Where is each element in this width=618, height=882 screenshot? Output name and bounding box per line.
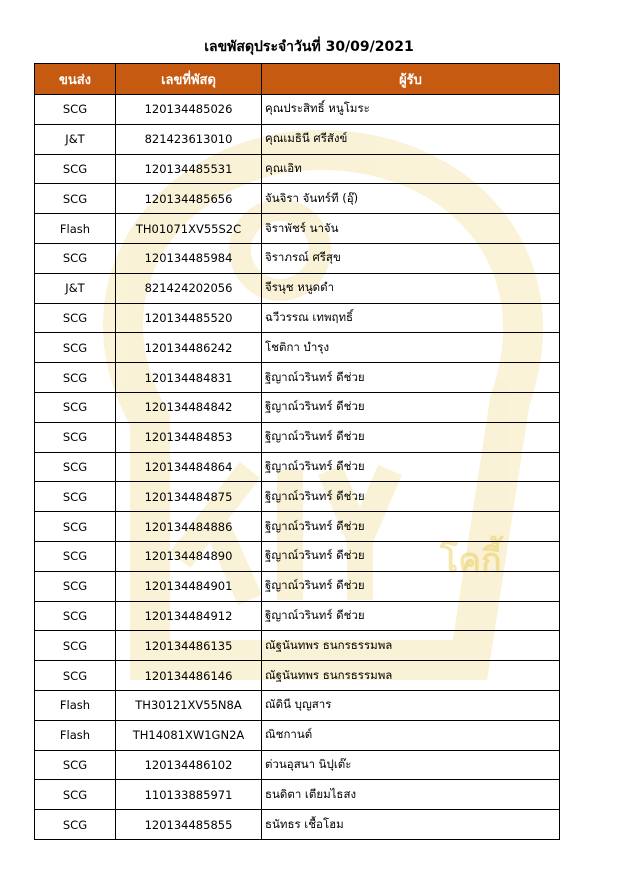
recipient-cell: ณิชกานต์ <box>262 720 560 750</box>
carrier-cell: SCG <box>35 541 116 571</box>
table-row <box>35 303 560 333</box>
tracking-cell: TH01071XV55S2C <box>116 214 262 244</box>
table-row <box>35 750 560 780</box>
watermark-text: โคกี้ <box>440 541 502 581</box>
carrier-cell: J&T <box>35 124 116 154</box>
tracking-cell: 110133885971 <box>116 780 262 810</box>
table-row <box>35 422 560 452</box>
carrier-cell: SCG <box>35 780 116 810</box>
tracking-cell: 120134484864 <box>116 452 262 482</box>
table-row <box>35 273 560 303</box>
page-title: เลขพัสดุประจำวันที่ 30/09/2021 <box>204 39 414 55</box>
tracking-cell: 120134485984 <box>116 243 262 273</box>
table-row <box>35 631 560 661</box>
carrier-cell: SCG <box>35 482 116 512</box>
recipient-cell: ธนดิตา เตียมไธสง <box>262 780 560 810</box>
recipient-cell: ฐิญาณ์วรินทร์ ดีช่วย <box>262 541 560 571</box>
carrier-cell: SCG <box>35 363 116 393</box>
table-row <box>35 661 560 691</box>
carrier-cell: SCG <box>35 750 116 780</box>
carrier-cell: SCG <box>35 392 116 422</box>
carrier-cell: SCG <box>35 810 116 840</box>
recipient-cell: จันจิรา จันทร์ที (อุ๊) <box>262 184 560 214</box>
tracking-cell: 120134484853 <box>116 422 262 452</box>
carrier-cell: SCG <box>35 422 116 452</box>
tracking-cell: 120134484875 <box>116 482 262 512</box>
table-row <box>35 512 560 542</box>
tracking-cell: 821423613010 <box>116 124 262 154</box>
carrier-cell: Flash <box>35 690 116 720</box>
carrier-cell: SCG <box>35 95 116 125</box>
tracking-cell: 120134484831 <box>116 363 262 393</box>
recipient-cell: ฐิญาณ์วรินทร์ ดีช่วย <box>262 512 560 542</box>
recipient-cell: ฐิญาณ์วรินทร์ ดีช่วย <box>262 392 560 422</box>
table-row <box>35 452 560 482</box>
tracking-cell: 120134486242 <box>116 333 262 363</box>
table-row <box>35 690 560 720</box>
tracking-cell: 120134486135 <box>116 631 262 661</box>
carrier-cell: SCG <box>35 184 116 214</box>
carrier-cell: SCG <box>35 631 116 661</box>
tracking-cell: TH14081XW1GN2A <box>116 720 262 750</box>
carrier-cell: Flash <box>35 214 116 244</box>
recipient-cell: ณัฐนันทพร ธนกรธรรมพล <box>262 631 560 661</box>
tracking-cell: 120134486102 <box>116 750 262 780</box>
recipient-cell: ฐิญาณ์วรินทร์ ดีช่วย <box>262 363 560 393</box>
table-header-row <box>35 64 560 95</box>
recipient-cell: ณัฐนันทพร ธนกรธรรมพล <box>262 661 560 691</box>
carrier-cell: SCG <box>35 333 116 363</box>
recipient-cell: โชติกา บำรุง <box>262 333 560 363</box>
table-row <box>35 780 560 810</box>
table-row <box>35 214 560 244</box>
recipient-cell: ฐิญาณ์วรินทร์ ดีช่วย <box>262 422 560 452</box>
carrier-cell: SCG <box>35 243 116 273</box>
recipient-cell: ฐิญาณ์วรินทร์ ดีช่วย <box>262 452 560 482</box>
table-row <box>35 333 560 363</box>
table-row <box>35 184 560 214</box>
tracking-cell: 120134485855 <box>116 810 262 840</box>
tracking-cell: 120134484890 <box>116 541 262 571</box>
tracking-cell: 120134486146 <box>116 661 262 691</box>
tracking-cell: 821424202056 <box>116 273 262 303</box>
table-row <box>35 392 560 422</box>
recipient-cell: ต่วนอุสนา นิปุเต๊ะ <box>262 750 560 780</box>
table-row <box>35 810 560 840</box>
tracking-cell: 120134485520 <box>116 303 262 333</box>
recipient-cell: ณัดินี บุญสาร <box>262 690 560 720</box>
tracking-cell: 120134485026 <box>116 95 262 125</box>
carrier-cell: SCG <box>35 154 116 184</box>
tracking-cell: 120134484886 <box>116 512 262 542</box>
recipient-cell: ฐิญาณ์วรินทร์ ดีช่วย <box>262 601 560 631</box>
table-row <box>35 720 560 750</box>
table-row <box>35 95 560 125</box>
recipient-cell: คุณเอิท <box>262 154 560 184</box>
table-row <box>35 541 560 571</box>
carrier-cell: SCG <box>35 661 116 691</box>
carrier-cell: J&T <box>35 273 116 303</box>
table-row <box>35 601 560 631</box>
table-row <box>35 243 560 273</box>
table-row <box>35 124 560 154</box>
header-tracking: เลขที่พัสดุ <box>116 64 262 95</box>
recipient-cell: ธนัทธร เชื้อโฮม <box>262 810 560 840</box>
recipient-cell: จิราพัชร์ นาจัน <box>262 214 560 244</box>
carrier-cell: SCG <box>35 512 116 542</box>
table-row <box>35 154 560 184</box>
recipient-cell: จีรนุช หนูดดำ <box>262 273 560 303</box>
carrier-cell: Flash <box>35 720 116 750</box>
recipient-cell: ฐิญาณ์วรินทร์ ดีช่วย <box>262 482 560 512</box>
tracking-cell: TH30121XV55N8A <box>116 690 262 720</box>
carrier-cell: SCG <box>35 303 116 333</box>
tracking-cell: 120134484842 <box>116 392 262 422</box>
tracking-cell: 120134484901 <box>116 571 262 601</box>
header-carrier: ขนส่ง <box>35 64 116 95</box>
tracking-cell: 120134485531 <box>116 154 262 184</box>
tracking-cell: 120134484912 <box>116 601 262 631</box>
recipient-cell: คุณประสิทธิ์ หนูโมระ <box>262 95 560 125</box>
table-row <box>35 363 560 393</box>
carrier-cell: SCG <box>35 601 116 631</box>
recipient-cell: คุณเมธินี ศรีสังข์ <box>262 124 560 154</box>
header-recipient: ผู้รับ <box>262 64 560 95</box>
parcel-table <box>34 63 560 840</box>
recipient-cell: ฐิญาณ์วรินทร์ ดีช่วย <box>262 571 560 601</box>
table-row <box>35 482 560 512</box>
tracking-cell: 120134485656 <box>116 184 262 214</box>
recipient-cell: จิราภรณ์ ศรีสุข <box>262 243 560 273</box>
recipient-cell: ฉวีวรรณ เทพฤทธิ์ <box>262 303 560 333</box>
carrier-cell: SCG <box>35 452 116 482</box>
table-row <box>35 571 560 601</box>
carrier-cell: SCG <box>35 571 116 601</box>
